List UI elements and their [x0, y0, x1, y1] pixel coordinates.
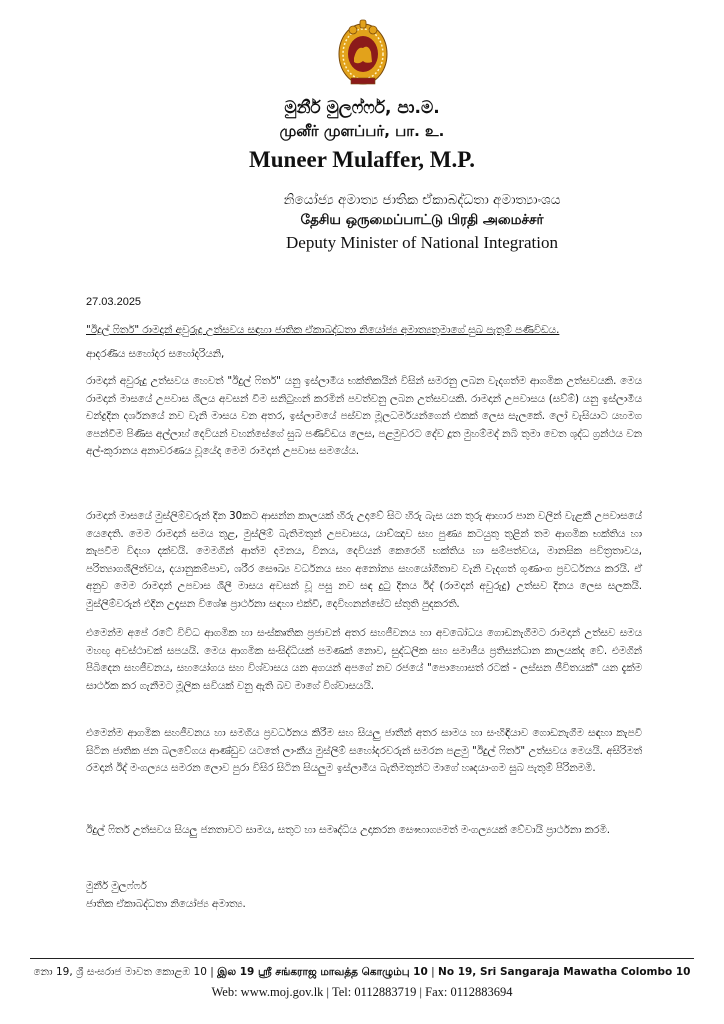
signature-title: ජාතික ඒකාබද්ධතා නියෝජ්‍ය අමාත්‍ය. — [86, 898, 246, 910]
footer-contact: Web: www.moj.gov.lk | Tel: 0112883719 | Fax: 0112883694 — [211, 985, 513, 999]
paragraph: රාමදාන් අවුරුදු උත්සවය හෙවත් "ඊදුල් ෆිතර්" යනු ඉස්ලාමීය භක්තිකයින් විසින් සමරනු ලබන වැදගත්ම ආගමික උත්සවයකි. මෙය රාමදාන් මාසයේ උපවාස ශිලය අවසන් වීම සනිටුහන් කරමින් පවත්වනු ලබන උත්සවයකි. රාමදාන් උපවාසය (සව්ම්) යනු ඉස්ලාමීය චන්ද්‍රදින දර්ශනයේ නව වැනි මාසය වන අතර, ඉස්ලාමයේ පස්වන මූලධර්මයන්ගෙන් එකක් ලෙස සැලකේ. ලෝ වැසියාට යහමග පෙන්වීම පිණිස අල්ලාහ් දෙවියන් වහන්සේගේ සුබ පණිවිඩය ලෙස, පළමුවරට දේව දූත මුහම්මද් නබි තුමා වෙත ශුද්ධ ග්‍රන්ථය වන අල්-කුරානය අනාවරණය වූයේද මෙම රාමදාන් උපවාස සමයේය. — [86, 375, 642, 458]
footer-address-sinhala: නො 19, ශ්‍රී සංඝරාජ මාවත කොළඹ 10 — [33, 966, 207, 978]
footer-address: නො 19, ශ්‍රී සංඝරාජ මාවත කොළඹ 10 | இல 19 ஸ்ரீ சங்கராஜ மாவத்த கொழும்பு 10 | No 19, Sri Sangaraja Mawatha Colombo 10 — [33, 966, 691, 978]
letter-subject: "ඊදුල් ෆිතර්" රාමදාන් අවුරුදු උත්සවය සඳහා ජාතික ඒකාබද්ධතා නියෝජ්‍ය අමාත්‍යතුමාගේ සුබ පැතුම් පණිවිඩය. — [86, 324, 560, 336]
footer-tel: Tel: 0112883719 — [331, 985, 417, 999]
ministry-sinhala: නියෝජ්‍ය අමාත්‍ය ජාතික ඒකාබද්ධතා අමාත්‍යාංශය — [283, 192, 561, 208]
paragraph: ඊදුල් ෆිතර් උත්සවය සියලු ජනතාවට සාමය, සතුට හා සමෘද්ධිය උදාකරන සෞභාග්‍යමත් මංගල්‍යයක් වේවායි ප්‍රාර්ථනා කරමි. — [86, 824, 610, 836]
paragraph: රාමදාන් මාසයේ මුස්ලිම්වරුන් දින 30කට ආසන්න කාලයක් හිරු උදාවේ සිට හිරු බැස යන තුරු ආහාර පාන වලින් වැළකී උපවාසයේ යෙදෙති. මෙම රාමදාන් සමය තුළ, මුස්ලිම් බැතිමතුන් උපවාසය, යාච්ඤාව සහ පුණ්‍ය කටයුතු තුළින් තම ආගමික භක්තිය හා කැපවීම විදහා දක්වයි. මෙමගින් ආත්ම දමනය, විනය, දෙවියන් කෙරෙහි භක්තිය හා සම්පත්වය, මානසික පවිත්‍රතාවය, පරිත්‍යාගශීලිත්වය, දයානුකම්පාව, ශරීර සෞඛ්‍ය වර්ධනය සහ අනෝන්‍ය සහයෝගීතාව වැනි වැදගත් ගුණාංග ප්‍රවර්ධනය කරයි. ඒ අනුව මෙම රාමදාන් උපවාස ශීලී මාසය අවසන් වූ පසු නව සඳ දුටු දිනය ඊද් (රාමදාන් අවුරුදු) උත්සව දිනය ලෙස සලකයි. මුස්ලිම්වරුන් එදින උදෑසන විශේෂ ප්‍රාර්ථනා සඳහා එක්වී, දෙවිහනන්සේට ස්තුති පුදකරති. — [86, 510, 642, 610]
ministry-english: Deputy Minister of National Integration — [286, 233, 558, 252]
name-sinhala: මුනීර් මුලෆ්ෆර්, පා.ම. — [284, 98, 440, 118]
signature-name: මුනීර් මුලෆ්ෆර් — [86, 880, 147, 892]
footer-address-tamil: இல 19 ஸ்ரீ சங்கராஜ மாவத்த கொழும்பு 10 — [217, 966, 428, 978]
name-tamil: முனீர் முளப்பர், பா. உ. — [279, 122, 445, 140]
ministry-tamil: தேசிய ஒருமைப்பாட்டு பிரதி அமைச்சர் — [300, 212, 544, 228]
footer-web[interactable]: Web: www.moj.gov.lk — [211, 985, 324, 999]
letter-date: 27.03.2025 — [86, 296, 142, 308]
footer-address-english: No 19, Sri Sangaraja Mawatha Colombo 10 — [438, 966, 691, 978]
name-english: Muneer Mulaffer, M.P. — [249, 147, 475, 172]
footer-divider — [30, 958, 694, 959]
footer-fax: Fax: 0112883694 — [425, 985, 513, 999]
paragraph: එමෙන්ම ආගමික සහජීවනය හා සමගිය ප්‍රවර්ධනය කිරීම සහ සියලු ජාතීන් අතර සාමය හා සංහිඳියාව ගොඩනැගීම සඳහා කැපවී සිටින ජාතික ජන බලවේගය ආණ්ඩුව යටතේ ලාංකීය මුස්ලිම් සහෝදරවරුන් සමරන පළමු "ඊදුල් ෆිතර්" උත්සවය මෙයයි. අසිරිමත් රමදාන් ඊද් මංගල්‍යය සමරන ලොව පුරා විසිර සිටින සියලුම ඉස්ලාමීය බැතිමතුන්ට මාගේ හෘදයාංගම සුබ පැතුම් පිරිනමමි. — [86, 727, 642, 775]
paragraph: එමෙන්ම අපේ රටේ විවිධ ආගමික හා සංස්කෘතික ප්‍රජාවන් අතර සහජීවනය හා අවබෝධය ගොඩනැගීමට රාමදාන් උත්සව සමය මහඟු අවස්ථාවක් සපයයි. මෙය ආගමික සංසිද්ධියක් පමණක් නොව, සුද්ධලික සහ සමාජීය ප්‍රතිසන්ධාන කාලයක්ද වේ. එමගින් පිබිදෙන සහජීවනය, සහයෝගය සහ විශ්වාසය යන අගයන් අපගේ නව රජයේ "පොහොසත් රටක් - ලස්සන ජීවිතයක්" යන දැක්ම සාර්ථක කර ගැනීමට මූලික සවියක් වනු ඇති බව මාගේ විශ්වාසයයි. — [86, 627, 642, 692]
salutation: ආදරණීය සහෝදර සහෝදරියනි, — [86, 348, 225, 360]
sri-lanka-emblem-icon — [337, 18, 389, 88]
